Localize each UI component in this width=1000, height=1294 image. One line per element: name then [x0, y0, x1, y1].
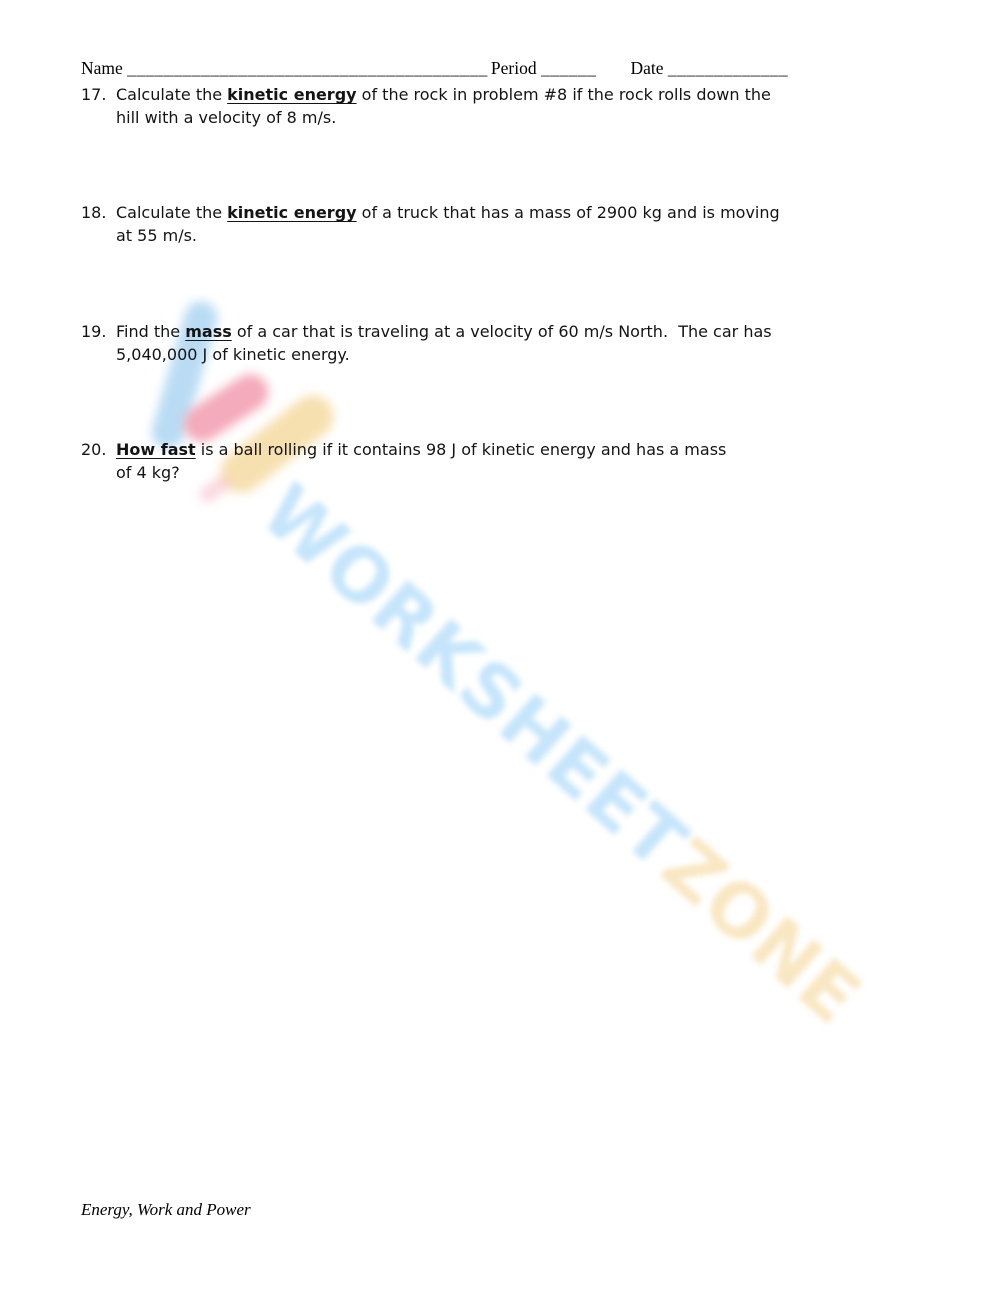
question-number: 18. [81, 203, 107, 222]
watermark-zone-text: ZONE [645, 822, 877, 1042]
question-number: 20. [81, 440, 107, 459]
question-number: 19. [81, 322, 107, 341]
period-blank-line: ______ [541, 58, 597, 78]
question-number: 17. [81, 85, 107, 104]
date-blank-line: _____________ [667, 58, 789, 78]
period-label: Period [490, 58, 537, 78]
question-term: kinetic energy [227, 85, 357, 104]
date-label: Date [630, 58, 664, 78]
question-term: kinetic energy [227, 203, 357, 222]
name-label: Name [81, 58, 123, 78]
question-item-20 [81, 438, 726, 484]
watermark [245, 468, 877, 1041]
question-body [116, 201, 780, 247]
question-text-post: of a car that is traveling at a velocity of 60 m/s North. The car has [231, 322, 772, 341]
question-line-1 [116, 83, 771, 106]
question-item-18 [81, 201, 780, 247]
question-text-post: of a truck that has a mass of 2900 kg and is moving [356, 203, 780, 222]
question-text-post: is a ball rolling if it contains 98 J of kinetic energy and has a mass [195, 440, 727, 459]
question-line-1 [116, 201, 780, 224]
question-item-17 [81, 83, 771, 129]
question-body [116, 83, 771, 129]
header-line [81, 58, 788, 79]
question-line-2: 5,040,000 J of kinetic energy. [116, 345, 350, 364]
question-text-post: of the rock in problem #8 if the rock rolls down the [356, 85, 771, 104]
question-text-pre: Calculate the [116, 203, 228, 222]
watermark-worksheet-text: WORKSHEET [245, 468, 703, 887]
footer-title: Energy, Work and Power [81, 1200, 251, 1219]
question-term: mass [185, 322, 232, 341]
question-text-pre: Find the [116, 322, 186, 341]
question-line-1 [116, 320, 772, 343]
question-body [116, 320, 772, 366]
question-body [116, 438, 726, 484]
question-line-2: hill with a velocity of 8 m/s. [116, 108, 337, 127]
question-term: How fast [116, 440, 196, 459]
name-blank-line: _______________________________________ [127, 58, 488, 78]
question-line-2: of 4 kg? [116, 463, 180, 482]
question-item-19 [81, 320, 772, 366]
question-text-pre: Calculate the [116, 85, 228, 104]
question-line-1 [116, 438, 726, 461]
question-line-2: at 55 m/s. [116, 226, 198, 245]
